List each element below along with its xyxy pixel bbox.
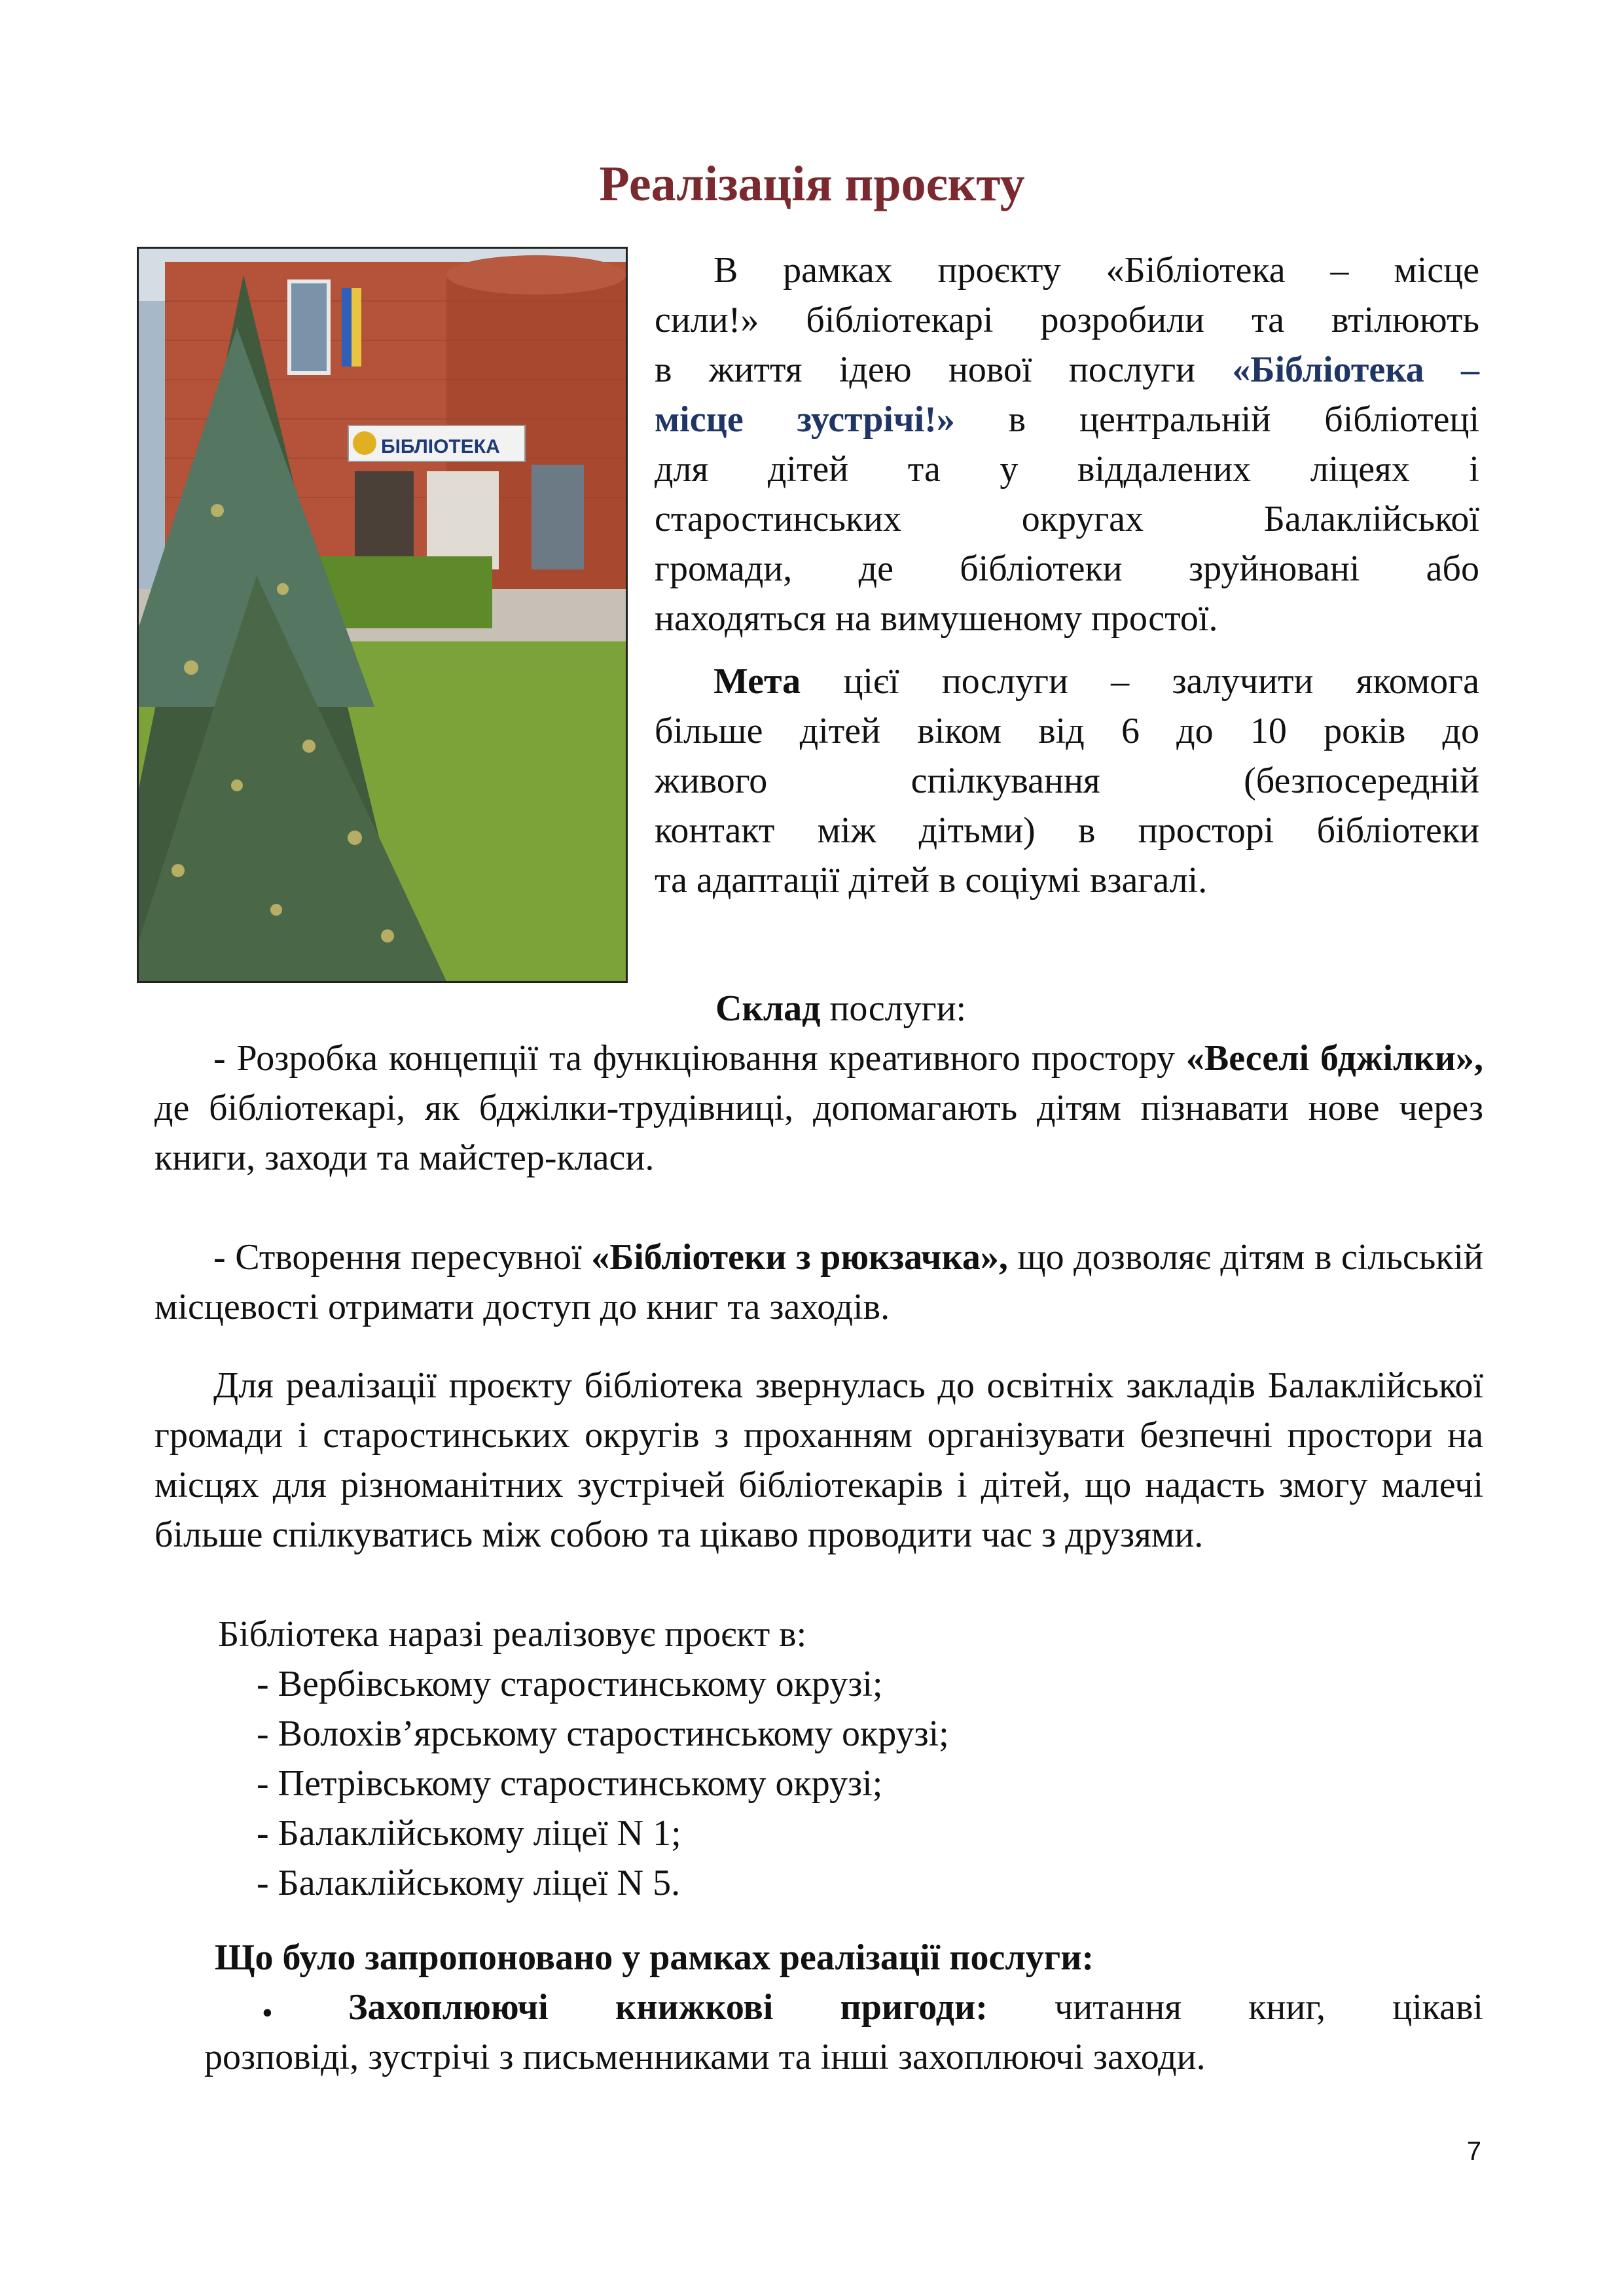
location-item: - Балаклійському ліцеї N 1; [257, 1813, 681, 1854]
page-number: 7 [1466, 2137, 1481, 2166]
offered-bullet-bold: Захоплюючі книжкові пригоди: [348, 1987, 988, 2028]
intro-line-7: громади, де бібліотеки зруйновані або [655, 548, 1479, 589]
library-photo [137, 247, 628, 983]
intro-after-service: в центральній бібліотеці [1008, 399, 1479, 440]
offered-bullet-text: читання книг, цікаві [1055, 1987, 1483, 2028]
composition-item-2-bold: «Бібліотеки з рюкзачка», [591, 1237, 1008, 1278]
location-item: - Волохів’ярському старостинському окрузі; [257, 1713, 949, 1754]
location-item: - Балаклійському ліцеї N 5. [257, 1863, 681, 1903]
page-title: Реалізація проєкту [599, 156, 1025, 211]
composition-heading [715, 984, 966, 1033]
offered-heading: Що було запропоновано у рамках реалізації послуги: [215, 1937, 1094, 1978]
service-name-part-1: «Бібліотека – [1232, 350, 1480, 390]
offered-bullet-line-1 [348, 1982, 1483, 2032]
goal-line-4: контакт між дітьми) в просторі бібліотеки [655, 810, 1479, 851]
library-building-illustration [139, 249, 626, 981]
bullet-icon: • [262, 1996, 273, 2030]
composition-item-1-bold: «Веселі бджілки», [1185, 1038, 1483, 1079]
intro-line-2: сили!» бібліотекарі розробили та втілюють [655, 300, 1479, 340]
intro-line-1: В рамках проєкту «Бібліотека – місце [713, 250, 1479, 291]
intro-line-3 [655, 345, 1479, 395]
composition-label: Склад [715, 988, 821, 1029]
intro-line-8: находяться на вимушеному простої. [655, 598, 1218, 639]
location-item: - Петрівському старостинському окрузі; [257, 1763, 883, 1804]
composition-item-2 [154, 1232, 1483, 1332]
locations-intro: Бібліотека наразі реалізовує проєкт в: [218, 1614, 807, 1655]
offered-bullet-line-2: розповіді, зустрічі з письменниками та інші захоплюючі заходи. [204, 2037, 1206, 2077]
intro-line-5: для дітей та у віддалених ліцеях і [655, 449, 1479, 490]
intro-line-4 [655, 395, 1479, 444]
goal-label: Мета [713, 661, 801, 702]
goal-line-1 [655, 656, 1479, 706]
intro-line-6: старостинських округах Балаклійської [655, 499, 1479, 539]
goal-line-2: більше дітей віком від 6 до 10 років до [655, 711, 1479, 751]
composition-item-1-text: де бібліотекарі, як бджілки-трудівниці, допомагають дітям пізнавати нове через книги, заходи та майстер-класи. [154, 1088, 1483, 1178]
composition-heading-rest: послуги: [829, 988, 967, 1029]
goal-line-1-text: цієї послуги – залучити якомога [843, 661, 1480, 702]
composition-item-2-prefix: - Створення пересувної [213, 1237, 582, 1278]
appeal-paragraph: Для реалізації проєкту бібліотека звернулась до освітніх закладів Балаклійської громади і старостинських округів з проханням організувати безпечні простори на місцях для різноманітних зустрічей бібліотекарів і дітей, що надасть змогу малечі більше спілкуватись між собою та цікаво проводити час з друзями. [154, 1365, 1483, 1555]
intro-line-3-text: в життя ідею нової послуги [655, 350, 1196, 390]
service-name-part-2: місце зустрічі!» [655, 399, 955, 440]
composition-item-2-text: що дозволяє дітям в сільській місцевості отримати доступ до книг та заходів. [154, 1237, 1483, 1327]
svg-text:БІБЛІОТЕКА: БІБЛІОТЕКА [381, 436, 500, 457]
location-item: - Вербівському старостинському окрузі; [257, 1664, 883, 1704]
goal-line-3: живого спілкування (безпосередній [655, 761, 1479, 801]
composition-item-1 [154, 1033, 1483, 1183]
composition-item-1-prefix: - Розробка концепції та функціювання креативного простору [213, 1038, 1175, 1079]
goal-line-5: та адаптації дітей в соціумі взагалі. [655, 860, 1208, 901]
